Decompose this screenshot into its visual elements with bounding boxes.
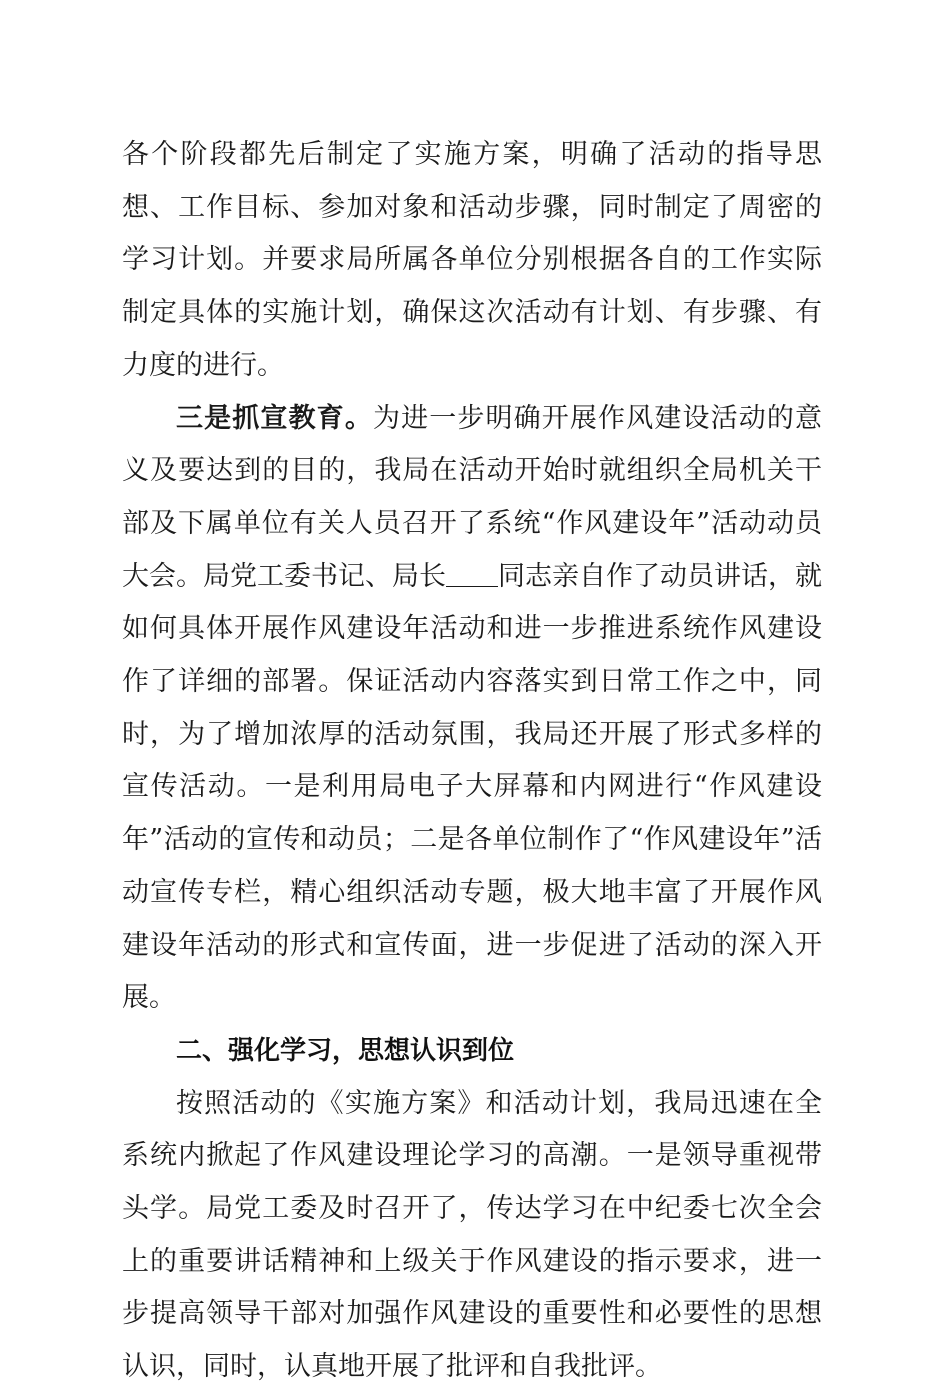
paragraph-publicity-education	[122, 393, 822, 1025]
paragraph-lead-phrase: 三是抓宣教育。	[176, 402, 373, 434]
paragraph-text-before-blank: 为进一步明确开展作风建设活动的意义及要达到的目的，我局在活动开始时就组织全局机关干部及下属单位有关人员召开了系统“作风建设年”活动动员大会。局党工委书记、局长	[122, 402, 823, 592]
section-heading-strengthen-study: 二、强化学习，思想认识到位	[176, 1035, 515, 1066]
paragraph-implementation-plans: 各个阶段都先后制定了实施方案，明确了活动的指导思想、工作目标、参加对象和活动步骤，同时制定了周密的学习计划。并要求局所属各单位分别根据各自的工作实际制定具体的实施计划，确保这次活动有计划、有步骤、有力度的进行。	[122, 139, 822, 381]
name-blank-underline	[446, 562, 498, 587]
document-body	[122, 129, 822, 1394]
paragraph-text-after-blank: 同志亲自作了动员讲话，就如何具体开展作风建设年活动和进一步推进系统作风建设作了详细的部署。保证活动内容落实到日常工作之中，同时，为了增加浓厚的活动氛围，我局还开展了形式多样的宣传活动。一是利用局电子大屏幕和内网进行“作风建设年”活动的宣传和动员；二是各单位制作了“作风建设年”活动宣传专栏，精心组织活动专题，极大地丰富了开展作风建设年活动的形式和宣传面，进一步促进了活动的深入开展。	[122, 560, 822, 1014]
paragraph-theory-study: 按照活动的《实施方案》和活动计划，我局迅速在全系统内掀起了作风建设理论学习的高潮。一是领导重视带头学。局党工委及时召开了，传达学习在中纪委七次全会上的重要讲话精神和上级关于作风建设的指示要求，进一步提高领导干部对加强作风建设的重要性和必要性的思想认识，同时，认真地开展了批评和自我批评。	[122, 1087, 822, 1383]
